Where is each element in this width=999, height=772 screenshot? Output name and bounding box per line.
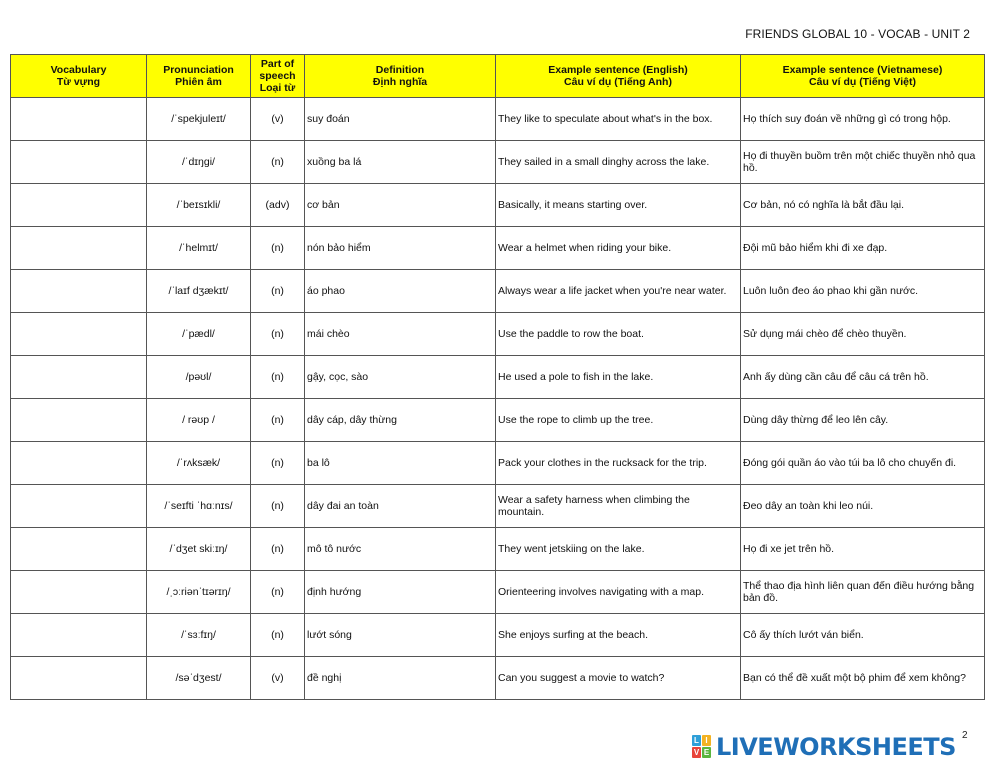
vocabulary-table	[10, 54, 985, 700]
cell-pronunciation: /ˈlaɪf dʒækɪt/	[147, 270, 251, 313]
cell-part-of-speech: (n)	[251, 528, 305, 571]
cell-pronunciation: /ˈbeɪsɪkli/	[147, 184, 251, 227]
cell-part-of-speech: (n)	[251, 614, 305, 657]
table-row	[11, 313, 985, 356]
cell-example-vietnamese: Anh ấy dùng cần câu để câu cá trên hồ.	[741, 356, 985, 399]
cell-example-vietnamese: Đội mũ bảo hiểm khi đi xe đạp.	[741, 227, 985, 270]
logo-text: LIVEWORKSHEETS	[716, 733, 956, 761]
cell-vocabulary[interactable]	[11, 227, 147, 270]
cell-part-of-speech: (n)	[251, 313, 305, 356]
table-row	[11, 528, 985, 571]
table-row	[11, 227, 985, 270]
table-row	[11, 442, 985, 485]
cell-example-vietnamese: Cô ấy thích lướt ván biển.	[741, 614, 985, 657]
cell-pronunciation: / rəʊp /	[147, 399, 251, 442]
cell-vocabulary[interactable]	[11, 657, 147, 700]
cell-definition: nón bảo hiểm	[305, 227, 496, 270]
cell-definition: dây cáp, dây thừng	[305, 399, 496, 442]
table-row	[11, 657, 985, 700]
cell-definition: mô tô nước	[305, 528, 496, 571]
cell-example-english: Pack your clothes in the rucksack for the trip.	[496, 442, 741, 485]
cell-definition: áo phao	[305, 270, 496, 313]
cell-part-of-speech: (n)	[251, 356, 305, 399]
cell-vocabulary[interactable]	[11, 485, 147, 528]
cell-definition: đề nghị	[305, 657, 496, 700]
table-body	[11, 98, 985, 700]
cell-pronunciation: /ˈspekjuleɪt/	[147, 98, 251, 141]
cell-part-of-speech: (adv)	[251, 184, 305, 227]
cell-part-of-speech: (n)	[251, 227, 305, 270]
cell-example-english: She enjoys surfing at the beach.	[496, 614, 741, 657]
document-title: FRIENDS GLOBAL 10 - VOCAB - UNIT 2	[745, 27, 970, 41]
cell-example-vietnamese: Cơ bản, nó có nghĩa là bắt đầu lại.	[741, 184, 985, 227]
table-row	[11, 141, 985, 184]
table-row	[11, 614, 985, 657]
cell-example-english: He used a pole to fish in the lake.	[496, 356, 741, 399]
table-row	[11, 270, 985, 313]
header-pronunciation: Pronunciation Phiên âm	[147, 55, 251, 98]
cell-pronunciation: /ˈsɜːfɪŋ/	[147, 614, 251, 657]
cell-vocabulary[interactable]	[11, 184, 147, 227]
liveworksheets-mark-icon: L I V E	[693, 736, 710, 757]
cell-pronunciation: /ˈdɪŋgi/	[147, 141, 251, 184]
cell-pronunciation: /ˈseɪfti ˈhɑːnɪs/	[147, 485, 251, 528]
cell-part-of-speech: (n)	[251, 571, 305, 614]
cell-example-vietnamese: Họ đi thuyền buồm trên một chiếc thuyền nhỏ qua hồ.	[741, 141, 985, 184]
cell-definition: định hướng	[305, 571, 496, 614]
cell-example-vietnamese: Luôn luôn đeo áo phao khi gần nước.	[741, 270, 985, 313]
cell-pronunciation: /ˈrʌksæk/	[147, 442, 251, 485]
cell-part-of-speech: (n)	[251, 442, 305, 485]
cell-vocabulary[interactable]	[11, 399, 147, 442]
cell-definition: gậy, cọc, sào	[305, 356, 496, 399]
cell-definition: xuồng ba lá	[305, 141, 496, 184]
cell-vocabulary[interactable]	[11, 356, 147, 399]
cell-example-vietnamese: Họ đi xe jet trên hồ.	[741, 528, 985, 571]
cell-pronunciation: /səˈdʒest/	[147, 657, 251, 700]
cell-definition: suy đoán	[305, 98, 496, 141]
cell-pronunciation: /ˈhelmɪt/	[147, 227, 251, 270]
cell-pronunciation: /pəʊl/	[147, 356, 251, 399]
cell-vocabulary[interactable]	[11, 313, 147, 356]
cell-example-english: Always wear a life jacket when you're near water.	[496, 270, 741, 313]
header-example-vietnamese: Example sentence (Vietnamese) Câu ví dụ (Tiếng Việt)	[741, 55, 985, 98]
cell-vocabulary[interactable]	[11, 571, 147, 614]
cell-example-english: Use the rope to climb up the tree.	[496, 399, 741, 442]
cell-definition: lướt sóng	[305, 614, 496, 657]
table-row	[11, 98, 985, 141]
table-header-row	[11, 55, 985, 98]
cell-definition: ba lô	[305, 442, 496, 485]
cell-example-vietnamese: Sử dụng mái chèo để chèo thuyền.	[741, 313, 985, 356]
cell-example-english: They like to speculate about what's in the box.	[496, 98, 741, 141]
cell-example-english: Orienteering involves navigating with a map.	[496, 571, 741, 614]
cell-part-of-speech: (n)	[251, 141, 305, 184]
cell-example-english: They sailed in a small dinghy across the lake.	[496, 141, 741, 184]
table-row	[11, 571, 985, 614]
cell-vocabulary[interactable]	[11, 98, 147, 141]
table-row	[11, 184, 985, 227]
cell-pronunciation: /ˈdʒet skiːɪŋ/	[147, 528, 251, 571]
cell-vocabulary[interactable]	[11, 141, 147, 184]
cell-definition: dây đai an toàn	[305, 485, 496, 528]
cell-definition: cơ bản	[305, 184, 496, 227]
page-number: 2	[962, 730, 968, 741]
cell-example-english: Wear a helmet when riding your bike.	[496, 227, 741, 270]
table-row	[11, 485, 985, 528]
cell-vocabulary[interactable]	[11, 442, 147, 485]
cell-example-english: Basically, it means starting over.	[496, 184, 741, 227]
cell-vocabulary[interactable]	[11, 614, 147, 657]
cell-example-vietnamese: Dùng dây thừng để leo lên cây.	[741, 399, 985, 442]
cell-example-vietnamese: Họ thích suy đoán về những gì có trong hộp.	[741, 98, 985, 141]
cell-example-vietnamese: Đeo dây an toàn khi leo núi.	[741, 485, 985, 528]
table-row	[11, 399, 985, 442]
cell-part-of-speech: (n)	[251, 399, 305, 442]
header-part-of-speech: Part of speech Loại từ	[251, 55, 305, 98]
cell-example-vietnamese: Bạn có thể đề xuất một bộ phim để xem không?	[741, 657, 985, 700]
cell-example-english: Use the paddle to row the boat.	[496, 313, 741, 356]
cell-example-vietnamese: Thể thao địa hình liên quan đến điều hướng bằng bản đồ.	[741, 571, 985, 614]
cell-example-vietnamese: Đóng gói quần áo vào túi ba lô cho chuyến đi.	[741, 442, 985, 485]
cell-pronunciation: /ˌɔːriənˈtɪərɪŋ/	[147, 571, 251, 614]
header-definition: Definition Định nghĩa	[305, 55, 496, 98]
liveworksheets-logo	[692, 733, 956, 761]
header-example-english: Example sentence (English) Câu ví dụ (Tiếng Anh)	[496, 55, 741, 98]
cell-part-of-speech: (n)	[251, 485, 305, 528]
cell-vocabulary[interactable]	[11, 528, 147, 571]
cell-example-english: Can you suggest a movie to watch?	[496, 657, 741, 700]
header-vocabulary: Vocabulary Từ vựng	[11, 55, 147, 98]
table-row	[11, 356, 985, 399]
cell-part-of-speech: (n)	[251, 270, 305, 313]
cell-definition: mái chèo	[305, 313, 496, 356]
cell-vocabulary[interactable]	[11, 270, 147, 313]
cell-example-english: They went jetskiing on the lake.	[496, 528, 741, 571]
cell-part-of-speech: (v)	[251, 657, 305, 700]
cell-pronunciation: /ˈpædl/	[147, 313, 251, 356]
cell-part-of-speech: (v)	[251, 98, 305, 141]
cell-example-english: Wear a safety harness when climbing the mountain.	[496, 485, 741, 528]
